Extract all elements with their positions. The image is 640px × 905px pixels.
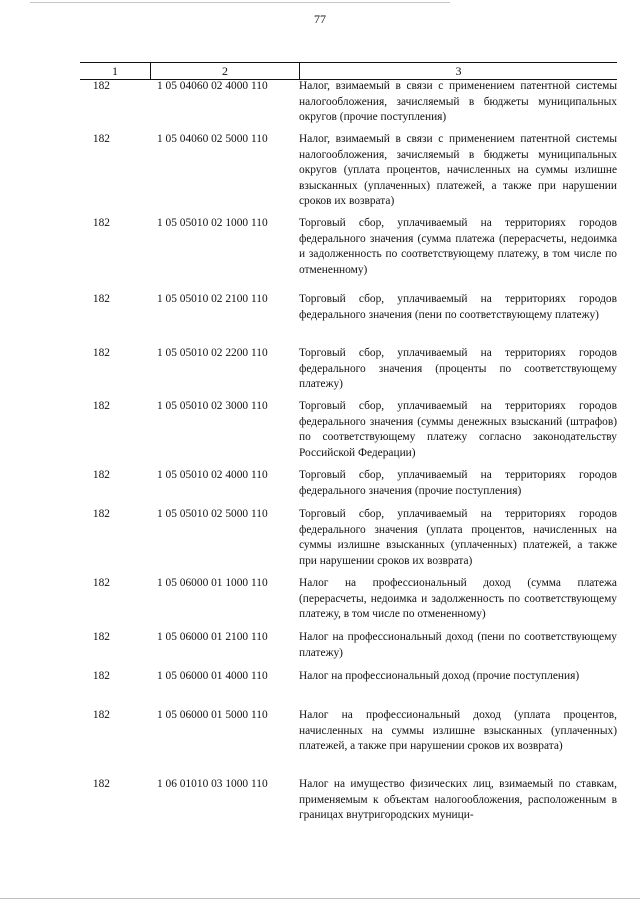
admin-code: 182 bbox=[92, 400, 110, 412]
admin-code: 182 bbox=[92, 631, 110, 643]
budget-classification-code: 1 05 05010 02 2100 110 bbox=[157, 293, 268, 305]
budget-classification-code: 1 05 04060 02 4000 110 bbox=[157, 80, 268, 92]
admin-code: 182 bbox=[92, 217, 110, 229]
admin-code: 182 bbox=[92, 293, 110, 305]
admin-code: 182 bbox=[92, 347, 110, 359]
admin-code: 182 bbox=[92, 469, 110, 481]
budget-classification-code: 1 05 06000 01 2100 110 bbox=[157, 631, 268, 643]
admin-code: 182 bbox=[92, 133, 110, 145]
admin-code: 182 bbox=[92, 709, 110, 721]
budget-classification-code: 1 05 06000 01 4000 110 bbox=[157, 670, 268, 682]
scan-edge-top bbox=[30, 2, 450, 3]
column-header-1: 1 bbox=[80, 63, 151, 79]
budget-classification-code: 1 05 05010 02 4000 110 bbox=[157, 469, 268, 481]
revenue-description: Торговый сбор, уплачиваемый на территориях городов федерального значения (сумма платежа (перерасчеты, недоимка и задолженность по соответствующему платежу, в том числе по отмененному) bbox=[299, 217, 617, 276]
revenue-description: Налог, взимаемый в связи с применением патентной системы налогообложения, зачисляемый в бюджеты муниципальных округов (прочие поступления) bbox=[299, 80, 617, 123]
scan-edge-bottom bbox=[0, 898, 640, 899]
budget-classification-code: 1 05 05010 02 1000 110 bbox=[157, 217, 268, 229]
admin-code: 182 bbox=[92, 670, 110, 682]
revenue-description: Налог на профессиональный доход (прочие поступления) bbox=[299, 670, 580, 682]
budget-classification-code: 1 05 06000 01 1000 110 bbox=[157, 577, 268, 589]
revenue-description: Торговый сбор, уплачиваемый на территориях городов федерального значения (прочие поступления) bbox=[299, 469, 617, 497]
column-header-3: 3 bbox=[455, 64, 462, 78]
budget-classification-code: 1 06 01010 03 1000 110 bbox=[157, 778, 268, 790]
revenue-description: Торговый сбор, уплачиваемый на территориях городов федерального значения (пени по соответствующему платежу) bbox=[299, 293, 617, 321]
budget-classification-code: 1 05 04060 02 5000 110 bbox=[157, 133, 268, 145]
page-number: 77 bbox=[314, 12, 326, 26]
revenue-description: Налог на профессиональный доход (уплата процентов, начисленных на суммы излишне взысканных (уплаченных) платежей, а также при нарушении сроков их возврата) bbox=[299, 709, 617, 752]
admin-code: 182 bbox=[92, 778, 110, 790]
revenue-description: Торговый сбор, уплачиваемый на территориях городов федерального значения (проценты по соответствующему платежу) bbox=[299, 347, 617, 390]
admin-code: 182 bbox=[92, 577, 110, 589]
budget-classification-code: 1 05 05010 02 3000 110 bbox=[157, 400, 268, 412]
admin-code: 182 bbox=[92, 508, 110, 520]
revenue-description: Торговый сбор, уплачиваемый на территориях городов федерального значения (суммы денежных взысканий (штрафов) по соответствующему платежу согласно законодательству Российской Федерации) bbox=[299, 400, 617, 459]
table-header bbox=[80, 62, 617, 80]
budget-codes-table bbox=[80, 62, 617, 821]
column-header-2: 2 bbox=[151, 63, 300, 79]
revenue-description: Налог на профессиональный доход (сумма платежа (перерасчеты, недоимка и задолженность по соответствующему платежу, в том числе по отмененному) bbox=[299, 577, 617, 620]
budget-classification-code: 1 05 05010 02 5000 110 bbox=[157, 508, 268, 520]
revenue-description: Налог на имущество физических лиц, взимаемый по ставкам, применяемым к объектам налогообложения, расположенным в границах внутригородских муници- bbox=[299, 778, 617, 821]
budget-classification-code: 1 05 05010 02 2200 110 bbox=[157, 347, 268, 359]
revenue-description: Налог на профессиональный доход (пени по соответствующему платежу) bbox=[299, 631, 617, 659]
revenue-description: Налог, взимаемый в связи с применением патентной системы налогообложения, зачисляемый в бюджеты муниципальных округов (уплата процентов, начисленных на суммы излишне взысканных (уплаченных) платежей, а также при нарушении сроков их возврата) bbox=[299, 133, 617, 207]
revenue-description: Торговый сбор, уплачиваемый на территориях городов федерального значения (уплата процентов, начисленных на суммы излишне взысканных (уплаченных) платежей, а также при нарушении сроков их возврата) bbox=[299, 508, 617, 567]
budget-classification-code: 1 05 06000 01 5000 110 bbox=[157, 709, 268, 721]
admin-code: 182 bbox=[92, 80, 110, 92]
